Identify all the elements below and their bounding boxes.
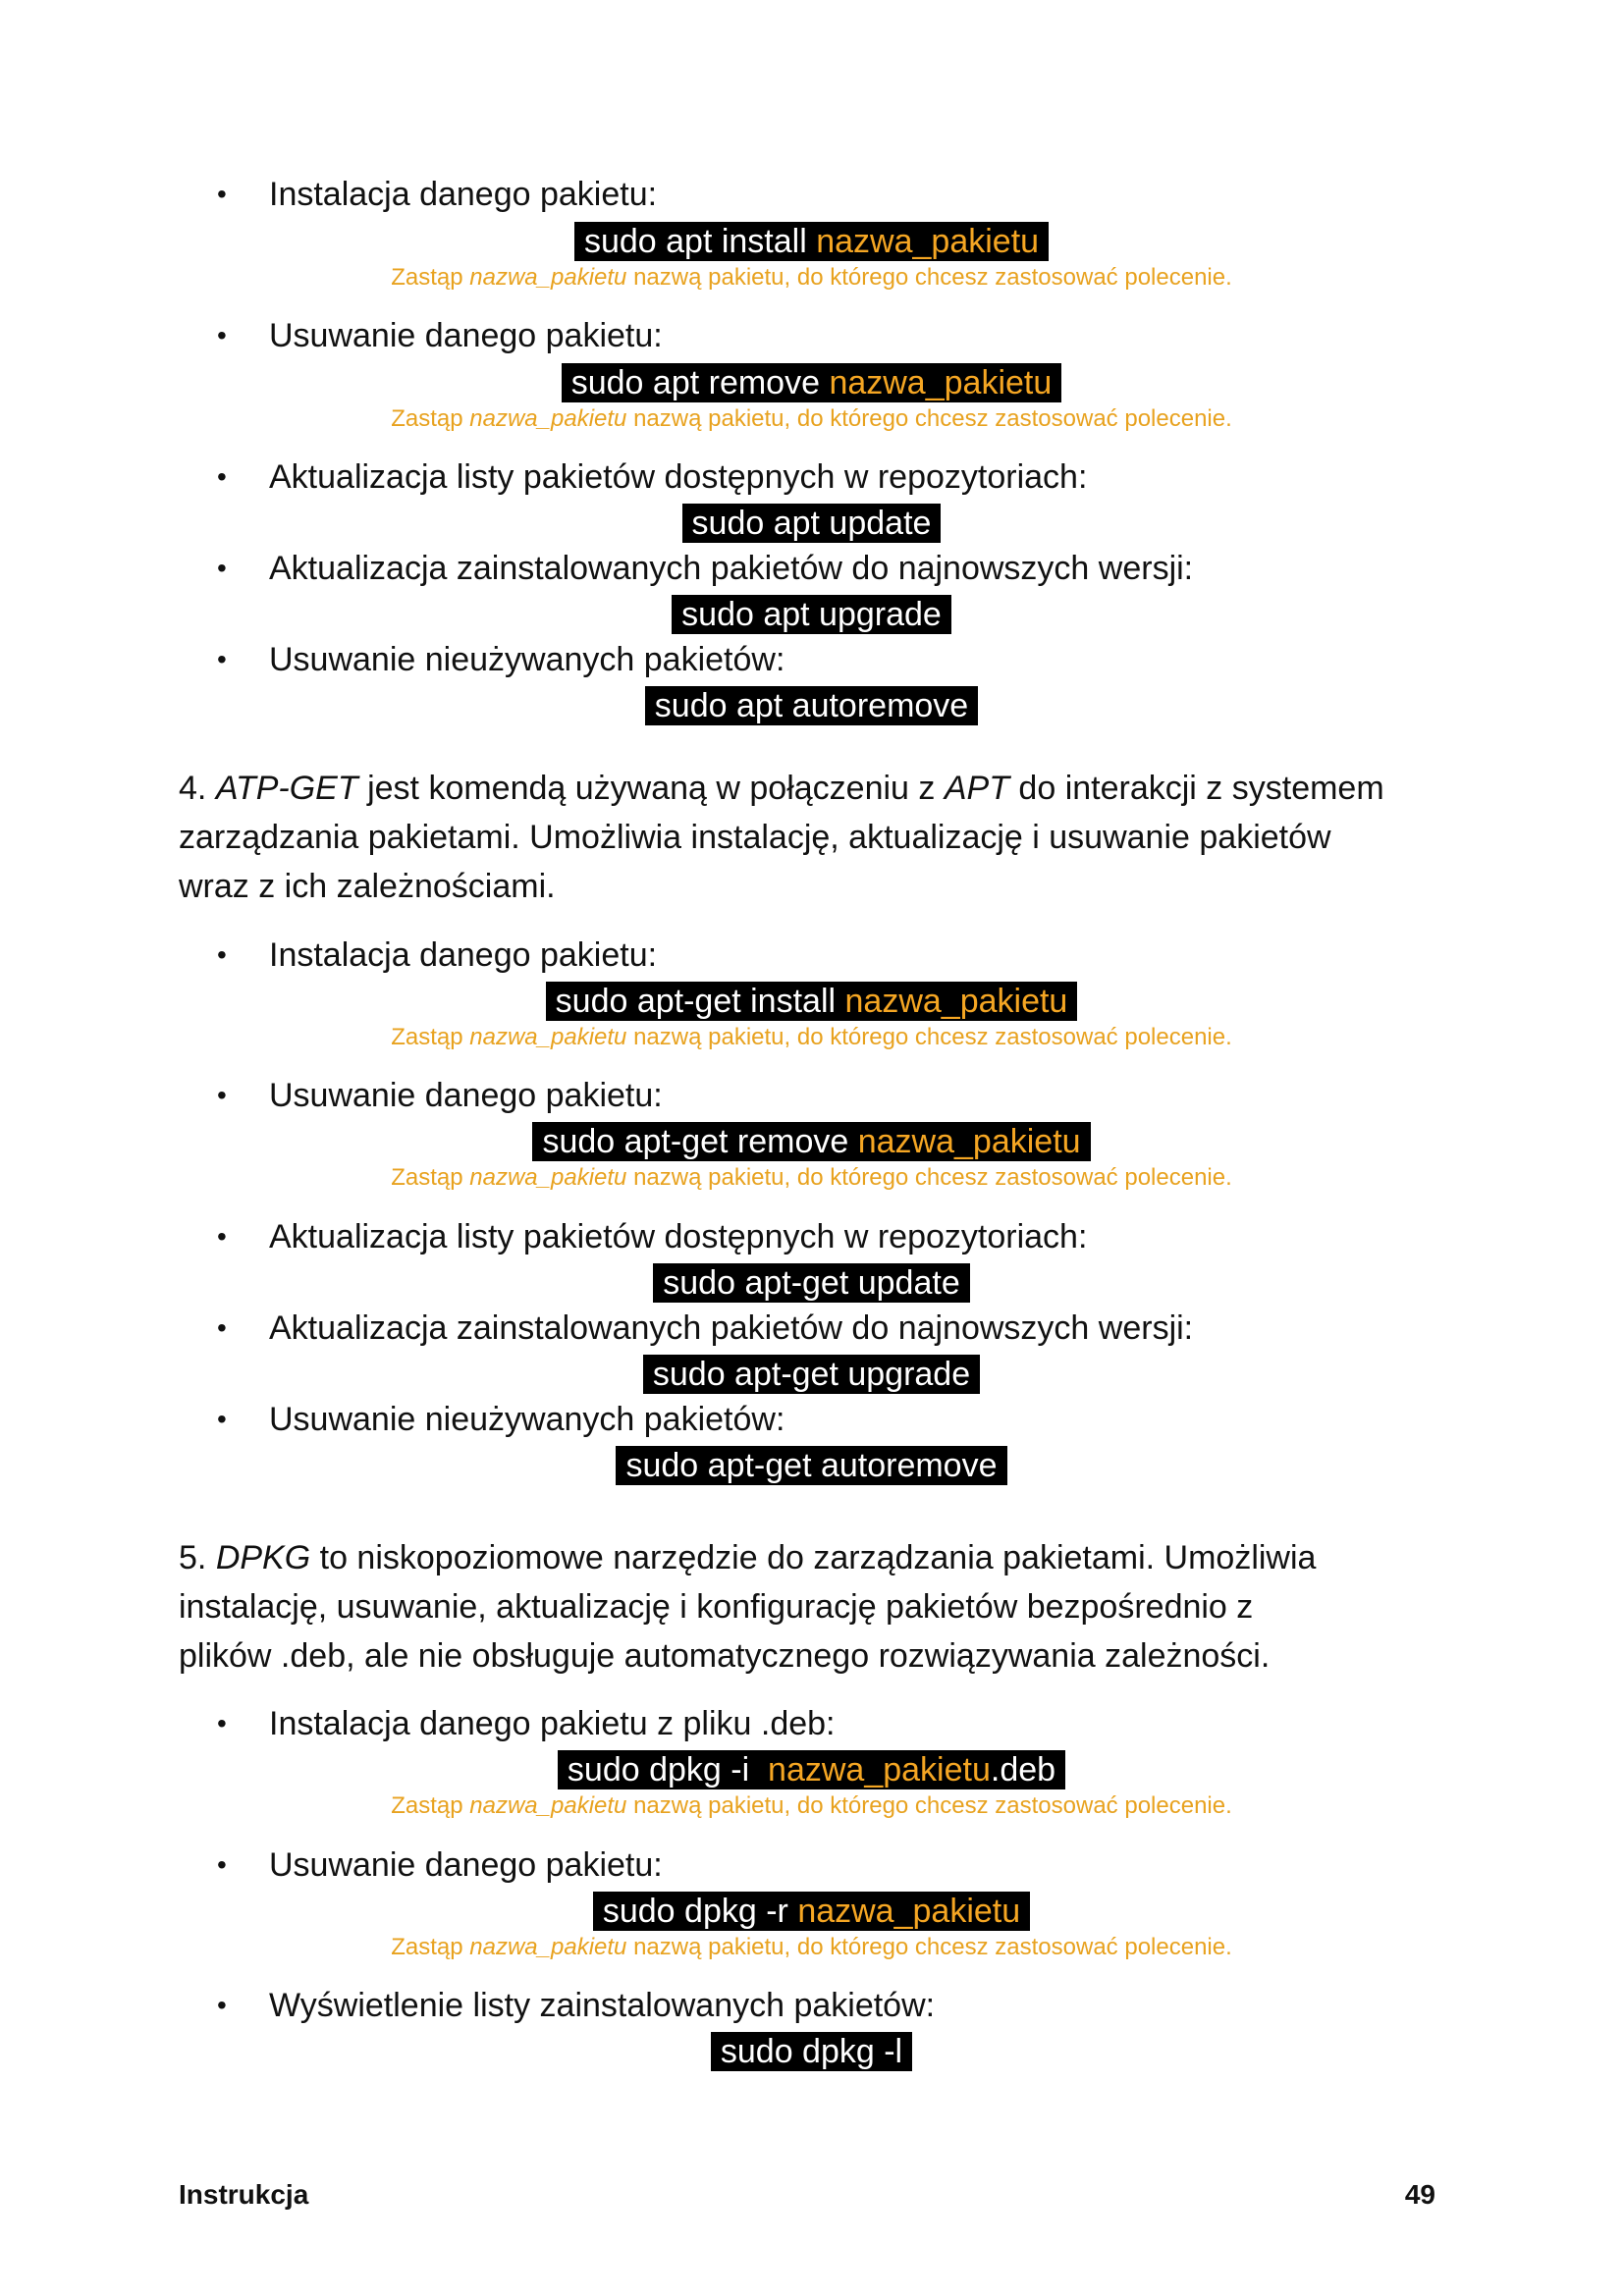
command-block: sudo apt-get update (653, 1263, 969, 1303)
bullet: • (217, 939, 227, 970)
command-row (0, 1446, 1623, 1485)
command-row (0, 595, 1623, 634)
bullet: • (217, 179, 227, 209)
paragraph-line: instalację, usuwanie, aktualizację i konfigurację pakietów bezpośrednio z (179, 1588, 1254, 1626)
list-item-label: Aktualizacja zainstalowanych pakietów do najnowszych wersji: (269, 1309, 1194, 1347)
command-row (0, 1122, 1623, 1161)
command-block: sudo apt-get install nazwa_pakietu (546, 982, 1078, 1021)
command-block: sudo apt update (682, 504, 942, 543)
list-item-label: Aktualizacja listy pakietów dostępnych w repozytoriach: (269, 1218, 1088, 1255)
command-placeholder: nazwa_pakietu (829, 364, 1053, 401)
bullet: • (217, 1080, 227, 1110)
bullet: • (217, 1990, 227, 2020)
command-block: sudo apt-get autoremove (616, 1446, 1006, 1485)
command-placeholder: nazwa_pakietu (816, 223, 1040, 260)
command-block: sudo apt remove nazwa_pakietu (562, 363, 1062, 402)
command-block: sudo dpkg -r nazwa_pakietu (593, 1892, 1030, 1931)
command-row (0, 1355, 1623, 1394)
bullet: • (217, 553, 227, 583)
paragraph-line: wraz z ich zależnościami. (179, 868, 556, 905)
paragraph-line: plików .deb, ale nie obsługuje automatycznego rozwiązywania zależności. (179, 1637, 1271, 1675)
command-block: sudo dpkg -l (711, 2032, 912, 2071)
bullet: • (217, 320, 227, 350)
bullet: • (217, 1404, 227, 1434)
term: ATP-GET (215, 770, 358, 807)
command-row (0, 2032, 1623, 2071)
command-block: sudo apt upgrade (672, 595, 951, 634)
command-row (0, 363, 1623, 402)
paragraph-line: 5. DPKG to niskopoziomowe narzędzie do zarządzania pakietami. Umożliwia (179, 1539, 1317, 1576)
list-item-label: Usuwanie danego pakietu: (269, 317, 663, 354)
bullet: • (217, 461, 227, 492)
command-placeholder: nazwa_pakietu (797, 1893, 1021, 1930)
section-5-paragraph (179, 1533, 1455, 1681)
placeholder-note: Zastąp nazwa_pakietu nazwą pakietu, do którego chcesz zastosować polecenie. (391, 264, 1232, 291)
list-item-label: Usuwanie nieużywanych pakietów: (269, 641, 785, 678)
page-number: 49 (1404, 2179, 1435, 2210)
term: APT (944, 770, 1009, 807)
command-block: sudo apt-get remove nazwa_pakietu (532, 1122, 1090, 1161)
list-item-label: Instalacja danego pakietu: (269, 176, 658, 213)
command-row (0, 504, 1623, 543)
list-item-label: Instalacja danego pakietu z pliku .deb: (269, 1705, 836, 1742)
bullet: • (217, 1312, 227, 1343)
paragraph-line: zarządzania pakietami. Umożliwia instalację, aktualizację i usuwanie pakietów (179, 819, 1331, 856)
bullet: • (217, 1221, 227, 1252)
command-placeholder: nazwa_pakietu (844, 983, 1068, 1020)
paragraph-line: 4. ATP-GET jest komendą używaną w połączeniu z APT do interakcji z systemem (179, 770, 1384, 807)
bullet: • (217, 1708, 227, 1738)
list-item-label: Aktualizacja listy pakietów dostępnych w repozytoriach: (269, 458, 1088, 496)
placeholder-note: Zastąp nazwa_pakietu nazwą pakietu, do którego chcesz zastosować polecenie. (391, 1024, 1232, 1050)
command-block: sudo apt install nazwa_pakietu (574, 222, 1049, 261)
placeholder-note: Zastąp nazwa_pakietu nazwą pakietu, do którego chcesz zastosować polecenie. (391, 405, 1232, 432)
list-item-label: Usuwanie danego pakietu: (269, 1077, 663, 1114)
command-block: sudo dpkg -i nazwa_pakietu.deb (558, 1750, 1065, 1789)
section-4-paragraph (179, 764, 1455, 911)
list-item-label: Instalacja danego pakietu: (269, 936, 658, 974)
list-item-label: Wyświetlenie listy zainstalowanych pakietów: (269, 1987, 936, 2024)
command-row (0, 1263, 1623, 1303)
command-block: sudo apt-get upgrade (643, 1355, 980, 1394)
command-block: sudo apt autoremove (645, 686, 978, 725)
placeholder-note: Zastąp nazwa_pakietu nazwą pakietu, do którego chcesz zastosować polecenie. (391, 1792, 1232, 1819)
list-item-label: Usuwanie nieużywanych pakietów: (269, 1401, 785, 1438)
command-row (0, 686, 1623, 725)
command-row (0, 982, 1623, 1021)
list-item-label: Usuwanie danego pakietu: (269, 1846, 663, 1884)
command-row (0, 1750, 1623, 1789)
list-item-label: Aktualizacja zainstalowanych pakietów do najnowszych wersji: (269, 550, 1194, 587)
command-placeholder: nazwa_pakietu (857, 1123, 1081, 1160)
placeholder-note: Zastąp nazwa_pakietu nazwą pakietu, do którego chcesz zastosować polecenie. (391, 1934, 1232, 1960)
placeholder-note: Zastąp nazwa_pakietu nazwą pakietu, do którego chcesz zastosować polecenie. (391, 1164, 1232, 1191)
command-row (0, 1892, 1623, 1931)
bullet: • (217, 1849, 227, 1880)
footer-title: Instrukcja (179, 2179, 309, 2210)
term: DPKG (215, 1539, 311, 1576)
command-row (0, 222, 1623, 261)
bullet: • (217, 644, 227, 674)
command-placeholder: nazwa_pakietu (768, 1751, 991, 1789)
